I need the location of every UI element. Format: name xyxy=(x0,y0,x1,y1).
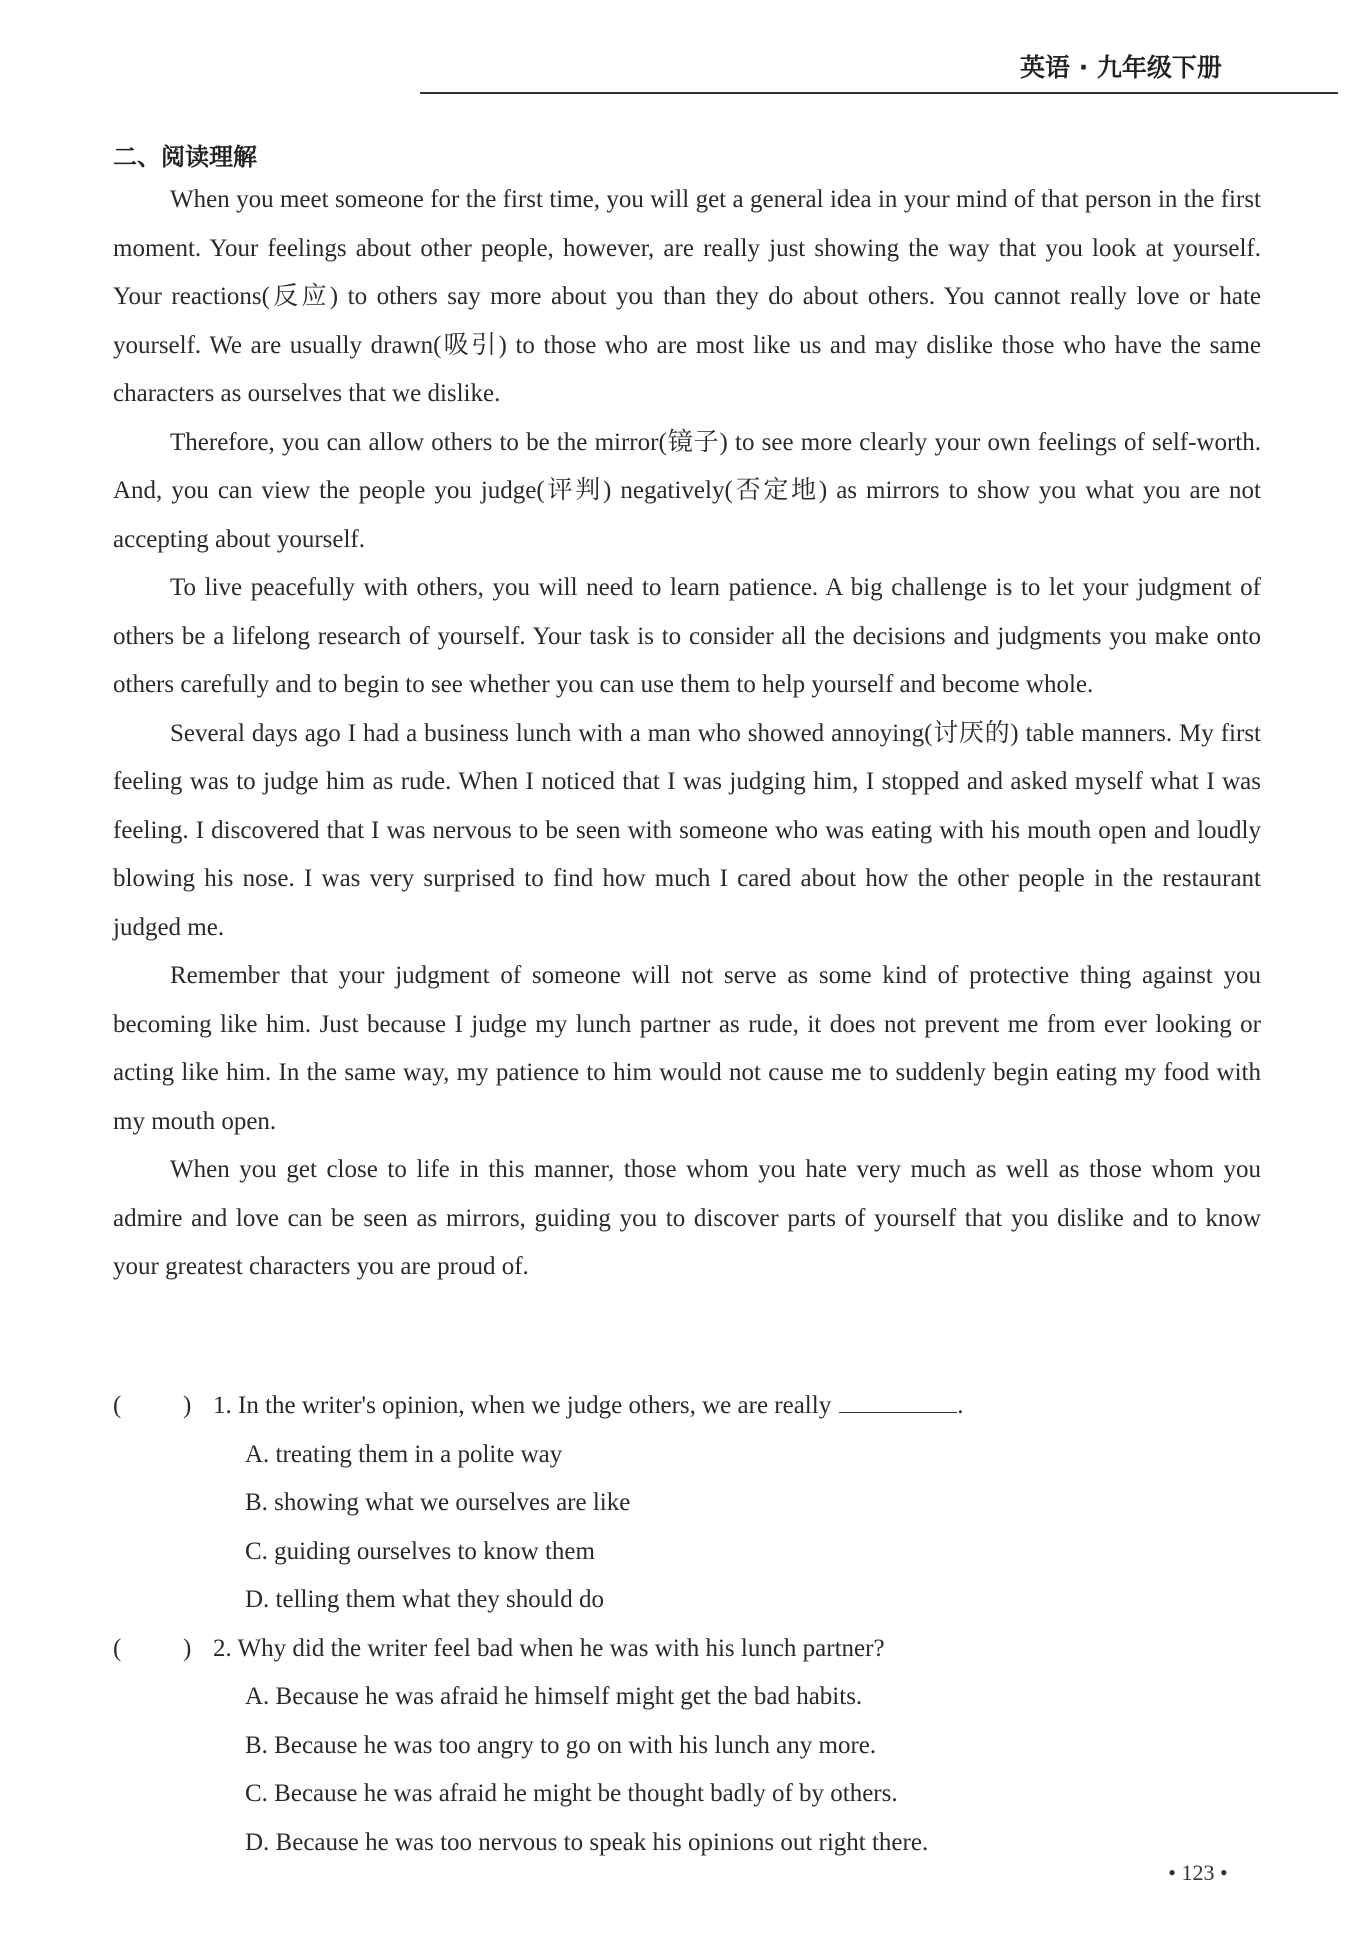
option-d: D. telling them what they should do xyxy=(245,1586,604,1613)
question-2 xyxy=(113,1625,1261,1868)
question-stem xyxy=(113,1382,1261,1431)
section-title: 二、阅读理解 xyxy=(113,143,257,171)
option-d: D. Because he was too nervous to speak his opinions out right there. xyxy=(245,1828,929,1856)
answer-paren-close: ) xyxy=(183,1392,192,1419)
header-rule xyxy=(420,92,1338,94)
passage-paragraph: Therefore, you can allow others to be the mirror(镜子) to see more clearly your own feelings of self-worth. And, you can view the people you judge(评判) negatively(否定地) as mirrors to show you what you are not accepting about yourself. xyxy=(113,428,1261,553)
page-header-title: 英语 · 九年级下册 xyxy=(1020,53,1222,82)
option-b: B. showing what we ourselves are like xyxy=(245,1489,631,1516)
passage-paragraph: To live peacefully with others, you will need to learn patience. A big challenge is to let your judgment of others be a lifelong research of yourself. Your task is to consider all the decisions and judgments you make onto others carefully and to begin to see whether you can use them to help yourself and become whole. xyxy=(113,574,1261,698)
question-text: 1. In the writer's opinion, when we judge others, we are really xyxy=(213,1392,832,1419)
option-c: C. Because he was afraid he might be thought badly of by others. xyxy=(245,1780,898,1807)
passage-paragraph: When you meet someone for the first time, you will get a general idea in your mind of that person in the first moment. Your feelings about other people, however, are really just showing the way that you look at yourself. Your reactions(反应) to others say more about you than they do about others. You cannot really love or hate yourself. We are usually drawn(吸引) to those who are most like us and may dislike those who have the same characters as ourselves that we dislike. xyxy=(113,186,1261,407)
option-b: B. Because he was too angry to go on with his lunch any more. xyxy=(245,1731,877,1759)
option-a: A. Because he was afraid he himself might get the bad habits. xyxy=(245,1683,863,1710)
answer-paren-close: ) xyxy=(183,1634,192,1662)
passage-paragraph: When you get close to life in this manner, those whom you hate very much as well as those whom you admire and love can be seen as mirrors, guiding you to discover parts of yourself that you dislike and to know your greatest characters you are proud of. xyxy=(113,1156,1261,1280)
question-end-punct: . xyxy=(957,1392,964,1419)
option-a: A. treating them in a polite way xyxy=(245,1440,563,1468)
question-1 xyxy=(113,1382,1261,1625)
passage-paragraph: Several days ago I had a business lunch with a man who showed annoying(讨厌的) table manners. My first feeling was to judge him as rude. When I noticed that I was judging him, I stopped and asked myself what I was feeling. I discovered that I was nervous to be seen with someone who was eating with his mouth open and loudly blowing his nose. I was very surprised to find how much I cared about how the other people in the restaurant judged me. xyxy=(113,719,1261,941)
answer-paren-open[interactable]: ( xyxy=(113,1392,122,1419)
page-number: • 123 • xyxy=(1168,1860,1228,1885)
option-c: C. guiding ourselves to know them xyxy=(245,1537,595,1565)
question-text: 2. Why did the writer feel bad when he was with his lunch partner? xyxy=(213,1634,885,1662)
passage-paragraph: Remember that your judgment of someone will not serve as some kind of protective thing against you becoming like him. Just because I judge my lunch partner as rude, it does not prevent me from ever looking or acting like him. In the same way, my patience to him would not cause me to suddenly begin eating my food with my mouth open. xyxy=(113,962,1261,1135)
answer-paren-open[interactable]: ( xyxy=(113,1634,122,1662)
reading-passage xyxy=(113,176,1261,1292)
question-stem xyxy=(113,1625,1261,1674)
question-list xyxy=(113,1382,1261,1867)
answer-blank[interactable] xyxy=(839,1382,957,1413)
